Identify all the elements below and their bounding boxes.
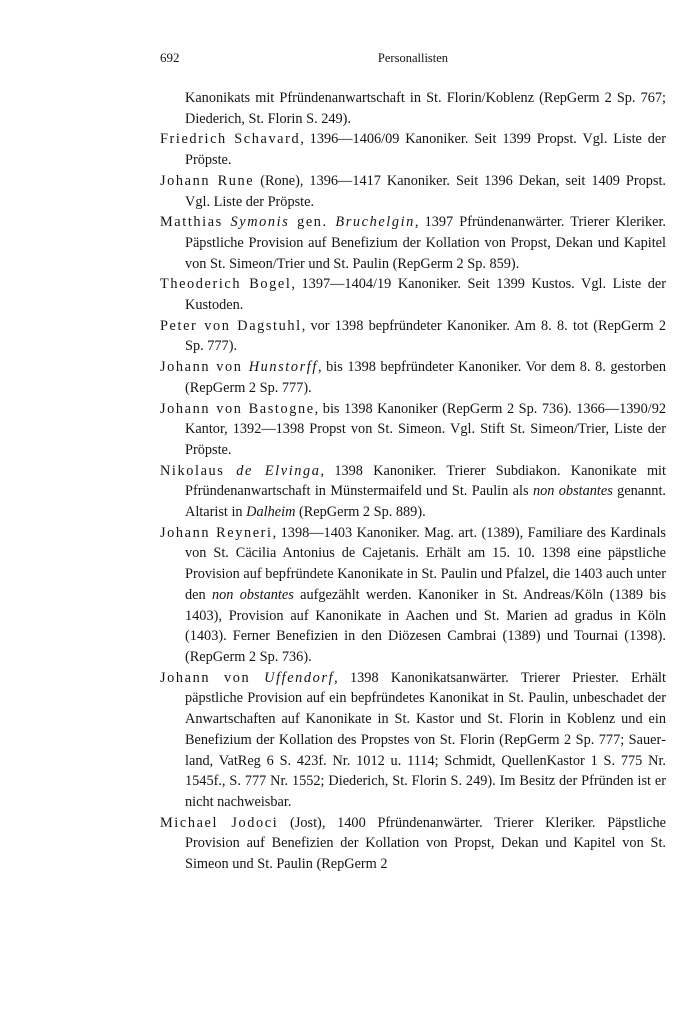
person-entry	[160, 668, 666, 813]
entry-text: Kanonikats mit Pfründenanwartschaft in St. Florin/Koblenz (RepGerm 2 Sp. 767; Diederich, St. Florin S. 249).	[185, 90, 666, 127]
person-entry	[160, 316, 666, 357]
entry-text: , vor 1398 bepfründeter Kanoniker. Am 8. 8. tot (RepGerm 2 Sp. 777).	[185, 317, 666, 355]
person-name: gen.	[289, 214, 336, 231]
person-entry	[160, 461, 666, 523]
entry-continuation	[160, 88, 666, 129]
entry-text: , 1398—1403 Kanoniker. Mag. art. (1389), Familiare des Kardinals von St. Cäcilia Antonius de Cajetanis. Erhält am 15. 10. 1398 eine päpstliche Provision auf bepfründete Kanonikate in St. Paulin und Pfalzel, die 1403 auch unter den	[185, 524, 666, 603]
entry-text: , bis 1398 bepfründeter Kanoniker. Vor dem 8. 8. gestorben (RepGerm 2 Sp. 777).	[185, 359, 666, 396]
person-entry	[160, 357, 666, 398]
entry-text: (Jost), 1400 Pfründenanwärter. Trierer Kleriker. Päpstliche Provision auf Benefizien der Kollation von Propst, Dekan und Kapitel von St. Simeon und St. Paulin (RepGerm 2	[185, 814, 666, 873]
italic-term: non obstantes	[532, 483, 613, 500]
person-name: Matthias	[160, 214, 231, 231]
person-entry	[160, 274, 666, 315]
person-entry	[160, 171, 666, 212]
person-name: Johann Reyneri	[160, 524, 273, 541]
document-page	[160, 50, 666, 875]
person-name-italic: de Elvinga	[236, 462, 321, 479]
person-name-italic: Symonis	[230, 214, 290, 231]
person-name: Johann von Bastogne	[160, 400, 315, 417]
person-entry	[160, 813, 666, 875]
entry-text: aufgezählt werden. Kanoniker in St. Andreas/Köln (1389 bis 1403), Provision auf Kanonikate in Aachen und St. Marien ad gradus in Köln (1403). Ferner Benefizien in den Diözesen Cambrai (1389) und Tournai (1398). (RepGerm 2 Sp. 736).	[185, 586, 667, 665]
person-name-italic: Uffendorf	[264, 669, 335, 686]
person-name: Nikolaus	[160, 462, 237, 479]
italic-term: non obstantes	[211, 586, 294, 603]
person-name: Michael Jodoci	[160, 814, 279, 831]
entry-text: , 1397—1404/19 Kanoniker. Seit 1399 Kustos. Vgl. Liste der Kustoden.	[185, 276, 666, 314]
entry-text: , bis 1398 Kanoniker (RepGerm 2 Sp. 736). 1366—1390/92 Kantor, 1392—1398 Propst von St. Simeon. Vgl. Stift St. Simeon/Trier, Liste der Pröpste.	[185, 400, 666, 458]
entry-text: , 1396—1406/09 Kanoniker. Seit 1399 Propst. Vgl. Liste der Pröpste.	[185, 131, 666, 169]
person-name: Johann von	[160, 359, 249, 376]
italic-term: Dalheim	[246, 504, 296, 521]
page-header	[160, 50, 666, 72]
running-head: Personallisten	[377, 51, 449, 65]
person-name-italic: Hunstorff	[248, 359, 318, 376]
entry-list	[160, 88, 666, 875]
entry-text: , 1398 Kanoniker. Trierer Subdiakon. Kanonikate mit Pfründenanwartschaft in Münstermaifeld und St. Paulin als	[185, 462, 667, 500]
person-entry	[160, 399, 666, 461]
person-name: Peter von Dagstuhl	[160, 317, 302, 334]
person-entry	[160, 212, 666, 274]
person-entry	[160, 129, 666, 170]
person-name: Theoderich Bogel	[160, 276, 292, 293]
entry-text: , 1397 Pfründenanwärter. Trierer Kleriker. Päpstliche Provision auf Benefizium der Kollation von Propst, Dekan und Kapitel von St. Simeon/Trier und St. Paulin (RepGerm 2 Sp. 859).	[185, 214, 666, 272]
page-number: 692	[160, 50, 180, 65]
person-name: Johann von	[160, 669, 265, 686]
entry-text: , 1398 Kanonikatsanwärter. Trierer Priester. Erhält päpstliche Provision auf ein bepfründetes Kanonikat in St. Paulin, unbeschadet der Anwartschaften auf Kanonikate in St. Kastor und St. Florin in Koblenz und ein Benefizium der Kollation des Propstes von St. Florin (RepGerm 2 Sp. 777; Sauerland, VatReg 6 S. 423f. Nr. 1012 u. 1114; Schmidt, QuellenKastor 1 S. 775 Nr. 1545f., S. 777 Nr. 1552; Diederich, St. Florin S. 249). Im Besitz der Pfründen ist er nicht nachweisbar.	[185, 669, 666, 810]
entry-text: (Rone), 1396—1417 Kanoniker. Seit 1396 Dekan, seit 1409 Propst. Vgl. Liste der Pröpste.	[185, 172, 667, 210]
person-name: Friedrich Schavard	[160, 131, 301, 148]
person-name: Johann Rune	[160, 172, 255, 189]
person-entry	[160, 523, 666, 668]
entry-text: genannt. Altarist in	[185, 483, 666, 521]
person-name-italic: Bruchelgin	[335, 214, 415, 231]
entry-text: (RepGerm 2 Sp. 889).	[295, 504, 426, 521]
